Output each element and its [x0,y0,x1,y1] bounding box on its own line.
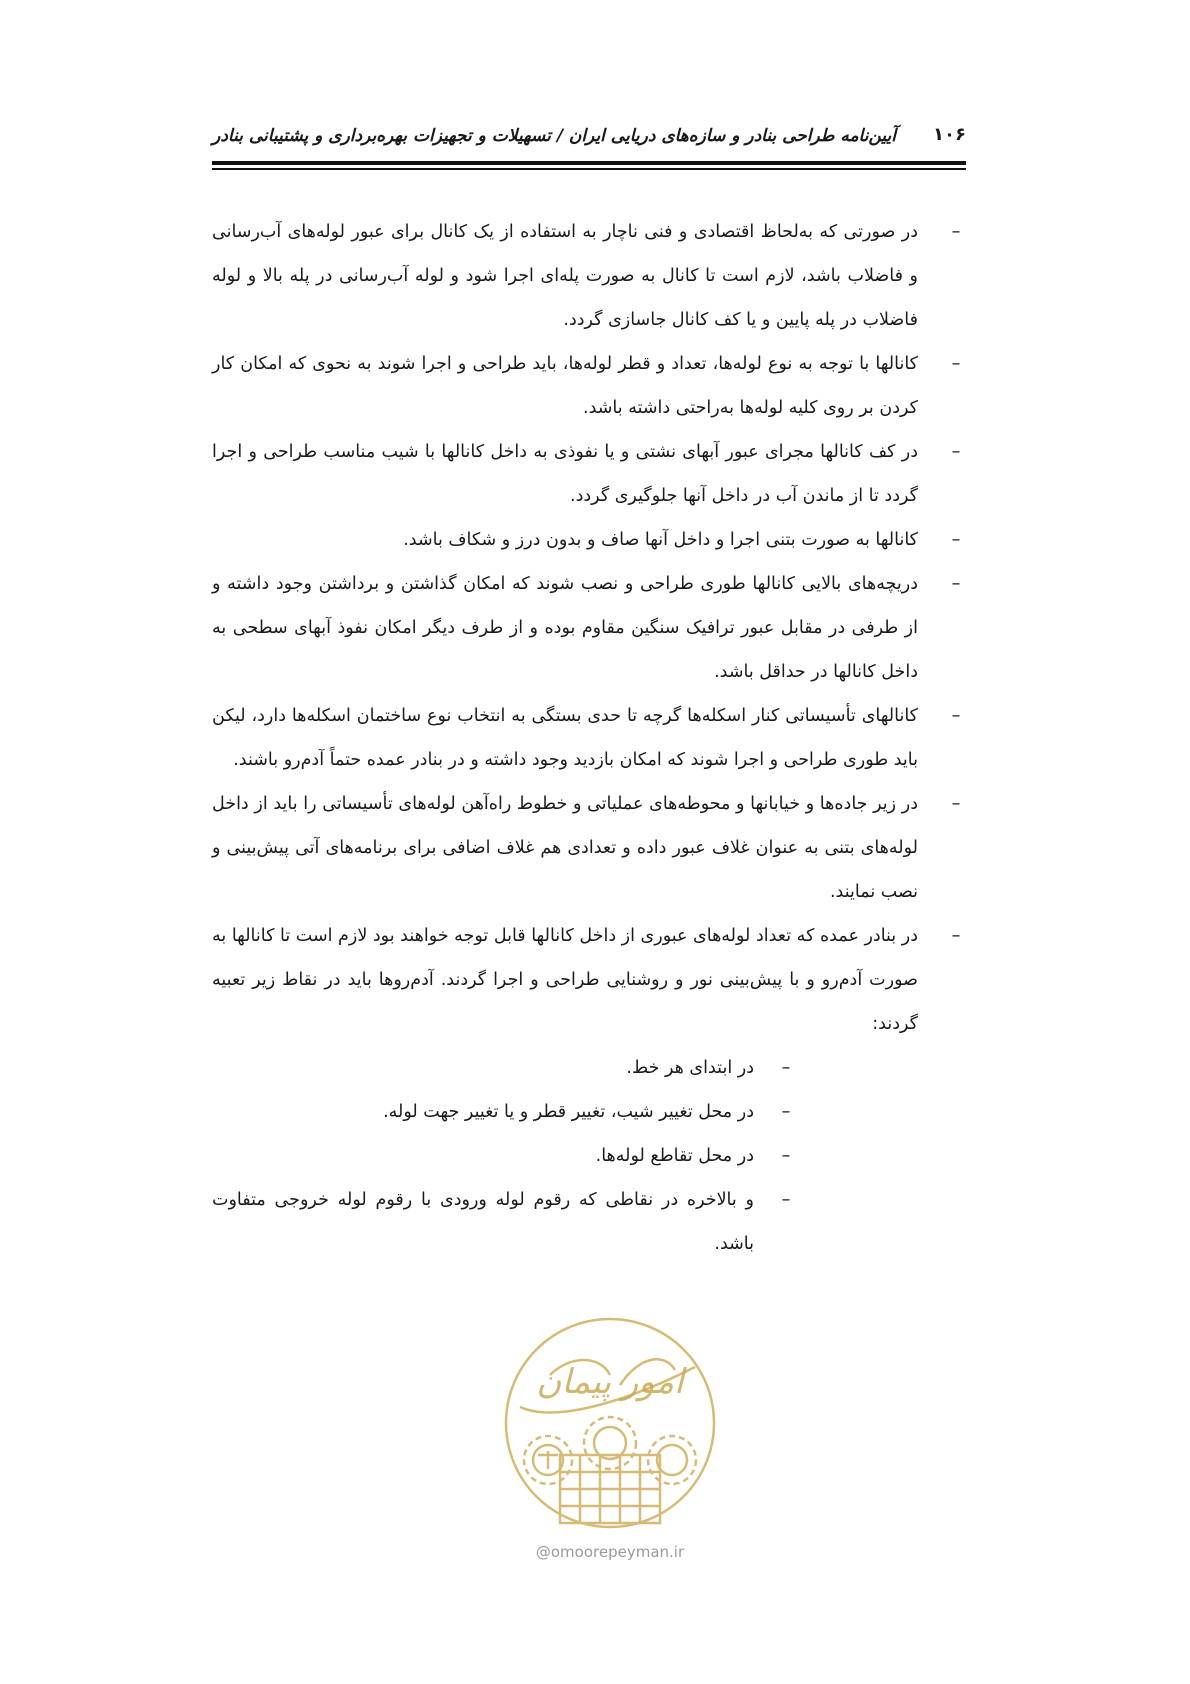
bullet-text: در صورتی که به‌لحاظ اقتصادی و فنی ناچار به استفاده از یک کانال برای عبور لوله‌های آب‌رسانی و فاضلاب باشد، لازم است تا کانال به صورت پله‌ای اجرا شود و لوله آب‌رسانی در پله بالا و لوله فاضلاب در پله پایین و یا کف کانال جاسازی گردد. [212,222,918,330]
bullet-text: در زیر جاده‌ها و خیابانها و محوطه‌های عملیاتی و خطوط راه‌آهن لوله‌های تأسیساتی را باید از داخل لوله‌های بتنی به عنوان غلاف عبور داده و تعدادی هم غلاف اضافی برای برنامه‌های آتی پیش‌بینی و نصب نمایند. [212,794,918,902]
bullet-item [212,694,966,782]
bullet-dash: – [951,530,961,550]
bullet-dash: – [951,794,961,814]
sub-bullet-text: در ابتدای هر خط. [626,1058,754,1078]
sub-bullet-text: در محل تقاطع لوله‌ها. [595,1146,754,1166]
header-rule-thin [212,168,966,170]
bullet-dash: – [951,354,961,374]
bullet-text: در بنادر عمده که تعداد لوله‌های عبوری از داخل کانالها قابل توجه خواهند بود لازم است تا کانالها به صورت آدم‌رو و با پیش‌بینی نور و روشنایی طراحی و اجرا گردند. آدم‌روها باید در نقاط زیر تعبیه گردند: [212,926,918,1034]
bullet-dash: – [781,1190,791,1210]
watermark-logo-icon [490,1315,730,1540]
bullet-dash: – [951,222,961,242]
bullet-item [212,562,966,694]
bullet-dash: – [781,1102,791,1122]
bullet-text: کانالهای تأسیساتی کنار اسکله‌ها گرچه تا حدی بستگی به انتخاب نوع ساختمان اسکله‌ها دارد، لیکن باید طوری طراحی و اجرا شوند که امکان بازدید وجود داشته و در بنادر عمده حتماً آدم‌رو باشند. [212,706,918,770]
bullet-item [212,342,966,430]
watermark [490,1315,730,1565]
sub-bullet-item [212,1090,796,1134]
header-rule-thick [212,161,966,165]
page-header [212,118,966,168]
sub-bullet-text: و بالاخره در نقاطی که رقوم لوله ورودی با رقوم لوله خروجی متفاوت باشد. [212,1190,754,1254]
sub-bullet-text: در محل تغییر شیب، تغییر قطر و یا تغییر جهت لوله. [383,1102,754,1122]
header-title: آیین‌نامه طراحی بنادر و سازه‌های دریایی ایران / تسهیلات و تجهیزات بهره‌برداری و پشتیبانی بنادر [212,126,896,146]
bullet-text: کانالها به صورت بتنی اجرا و داخل آنها صاف و بدون درز و شکاف باشد. [403,530,918,550]
body-content [212,210,966,1266]
bullet-dash: – [781,1058,791,1078]
bullet-item [212,518,966,562]
bullet-item [212,210,966,342]
bullet-text: کانالها با توجه به نوع لوله‌ها، تعداد و قطر لوله‌ها، باید طراحی و اجرا شوند به نحوی که امکان کار کردن بر روی کلیه لوله‌ها به‌راحتی داشته باشد. [212,354,918,418]
bullet-dash: – [951,574,961,594]
bullet-text: در کف کانالها مجرای عبور آبهای نشتی و یا نفوذی به داخل کانالها با شیب مناسب طراحی و اجرا گردد تا از ماندن آب در داخل آنها جلوگیری گردد. [212,442,918,506]
sub-bullet-item [212,1178,796,1266]
bullet-dash: – [951,442,961,462]
watermark-url: @omoorepeyman.ir [535,1543,685,1561]
page-number: ۱۰۶ [933,124,966,145]
sub-bullet-item [212,1134,796,1178]
sub-bullet-item [212,1046,796,1090]
bullet-dash: – [951,706,961,726]
sub-list [212,1046,966,1266]
bullet-dash: – [781,1146,791,1166]
bullet-text: دریچه‌های بالایی کانالها طوری طراحی و نصب شوند که امکان گذاشتن و برداشتن وجود داشته و از طرفی در مقابل عبور ترافیک سنگین مقاوم بوده و از طرف دیگر امکان نفوذ آبهای سطحی به داخل کانالها در حداقل باشد. [212,574,918,682]
bullet-item [212,782,966,914]
bullet-item [212,430,966,518]
watermark-logo-text: امور پیمان [536,1362,684,1402]
bullet-dash: – [951,926,961,946]
bullet-item [212,914,966,1046]
